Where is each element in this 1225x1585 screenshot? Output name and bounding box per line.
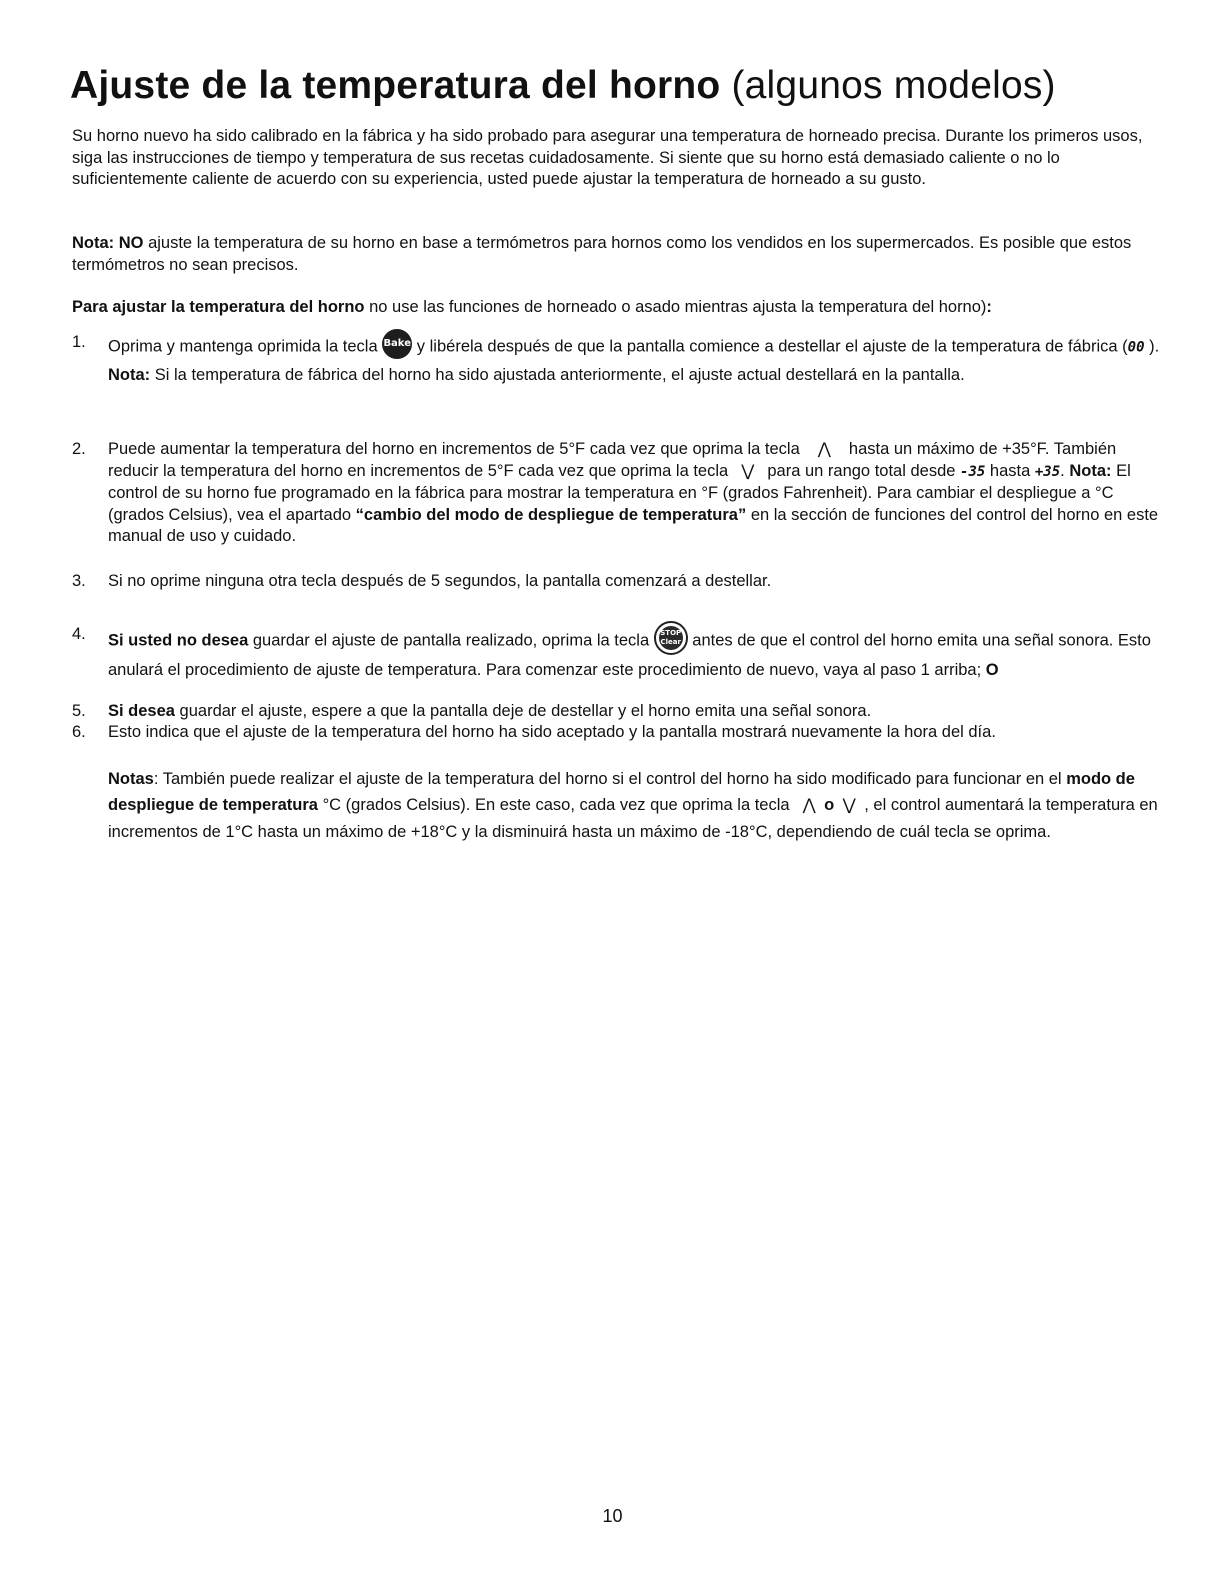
display-segment-min: -35 [960, 463, 986, 480]
step-1 [72, 332, 1162, 388]
para-ajustar-paragraph [72, 297, 1162, 319]
para-ajustar-label: Para ajustar la temperatura del horno [72, 298, 365, 316]
step-2-text-g: en la sección de funciones del control del horno en este manual de uso y cuidado. [108, 505, 1159, 545]
step-5 [72, 701, 1162, 723]
notas-label: Notas [108, 770, 154, 788]
page-number: 10 [602, 1506, 623, 1526]
step-2-reference: “cambio del modo de despliegue de temperatura” [355, 505, 747, 524]
title-main: Ajuste de la temperatura del horno [70, 64, 721, 107]
notas-body [108, 766, 1162, 845]
step-1-text-a: Oprima y mantenga oprimida la tecla [108, 337, 383, 356]
notas-text-a: : También puede realizar el ajuste de la temperatura del horno si el control del horno ha sido modificado para funcionar en el [153, 770, 1067, 788]
notas-paragraph [72, 766, 1162, 845]
step-2-text-b: hasta un máximo de +35°F. También reducir la temperatura del horno en incrementos de 5°F cada vez que oprima la tecla [108, 440, 1117, 480]
step-1-nota-label: Nota: [108, 366, 151, 384]
step-2-text-f: El control de su horno fue programado en la fábrica para mostrar la temperatura en °F (grados Fahrenheit). Para cambiar el despliegue a °C (grados Celsius), vea el apartado [108, 461, 1131, 524]
step-1-nota-text: Si la temperatura de fábrica del horno ha sido ajustada anteriormente, el ajuste actual destellará en la pantalla. [150, 366, 965, 384]
step-4-text-b: antes de que el control del horno emita una señal sonora. Esto anulará el procedimiento de ajuste de temperatura. Para comenzar este procedimiento de nuevo, vaya al paso 1 arriba; [108, 631, 1151, 679]
para-ajustar-colon: : [986, 298, 992, 316]
step-2 [72, 439, 1162, 548]
step-4-label: Si usted no desea [108, 631, 249, 650]
up-arrow-icon: ⋀ [802, 797, 816, 814]
stop-clear-key-icon [654, 621, 688, 655]
step-1-text-b: y libérela después de que la pantalla comience a destellar el ajuste de la temperatura de fábrica ( [412, 337, 1128, 356]
step-5-body [108, 701, 1162, 723]
step-2-text-a: Puede aumentar la temperatura del horno en incrementos de 5°F cada vez que oprima la tecla [108, 440, 805, 458]
intro-paragraph: Su horno nuevo ha sido calibrado en la fábrica y ha sido probado para asegurar una temperatura de horneado precisa. Durante los primeros usos, siga las instrucciones de tiempo y temperatura de sus recetas cuidadosamente. Si siente que su horno está demasiado caliente o no lo suficientemente caliente de acuerdo con su experiencia, usted puede ajustar la temperatura de horneado a su gusto. [72, 127, 1143, 188]
step-number: 1. [72, 333, 86, 351]
step-2-nota-label: Nota: [1069, 461, 1112, 480]
step-number: 4. [72, 625, 86, 643]
notas-text-c: , el control aumentará la temperatura en incrementos de 1°C hasta un máximo de +18°C y la disminuirá hasta un máximo de -18°C, dependiendo de cuál tecla se oprima. [108, 796, 1158, 841]
step-4-body [108, 624, 1162, 683]
step-number: 5. [72, 702, 86, 720]
step-number: 3. [72, 572, 86, 590]
bake-key-icon: Bake [382, 329, 412, 359]
step-4-text-a: guardar el ajuste de pantalla realizado, oprima la tecla [248, 631, 654, 650]
step-2-text-e: . [1060, 461, 1070, 480]
display-segment-max: +35 [1034, 463, 1061, 480]
nota-no-text: ajuste la temperatura de su horno en base a termómetros para hornos como los vendidos en los supermercados. Es posible que estos termómetros no sean precisos. [72, 234, 1132, 274]
step-1-text-c: ). [1144, 337, 1160, 356]
step-3 [72, 571, 1162, 593]
step-3-text: Si no oprime ninguna otra tecla después de 5 segundos, la pantalla comenzará a destellar. [108, 572, 772, 590]
nota-no-paragraph [72, 233, 1162, 276]
step-1-body [108, 332, 1162, 388]
step-2-body [108, 439, 1162, 548]
para-ajustar-text: no use las funciones de horneado o asado mientras ajusta la temperatura del horno) [364, 298, 987, 316]
step-4-o: O [985, 661, 999, 679]
display-segment-00: 00 [1127, 339, 1145, 356]
up-arrow-icon: ⋀ [817, 441, 831, 458]
step-2-text-c: para un rango total desde [762, 461, 961, 480]
step-6 [72, 722, 1162, 744]
step-number: 2. [72, 440, 86, 458]
title-subtitle: (algunos modelos) [731, 64, 1056, 107]
notas-mode: modo de despliegue de temperatura [108, 770, 1135, 814]
notas-o: o [824, 796, 835, 814]
page-title [70, 62, 1056, 110]
down-arrow-icon: ⋁ [741, 462, 755, 480]
step-number: 6. [72, 723, 86, 741]
step-5-label: Si desea [108, 702, 175, 720]
step-5-text: guardar el ajuste, espere a que la pantalla deje de destellar y el horno emita una señal sonora. [174, 702, 872, 720]
step-4 [72, 624, 1162, 683]
down-arrow-icon: ⋁ [842, 797, 856, 814]
stop-key-bottom-text: Clear [660, 638, 681, 646]
notas-text-b: °C (grados Celsius). En este caso, cada vez que oprima la tecla [317, 796, 795, 814]
stop-key-top-text: STOP [660, 629, 682, 637]
step-2-text-d: hasta [985, 461, 1035, 480]
nota-no-label: Nota: NO [72, 234, 144, 252]
step-6-text: Esto indica que el ajuste de la temperatura del horno ha sido aceptado y la pantalla mostrará nuevamente la hora del día. [108, 723, 996, 741]
